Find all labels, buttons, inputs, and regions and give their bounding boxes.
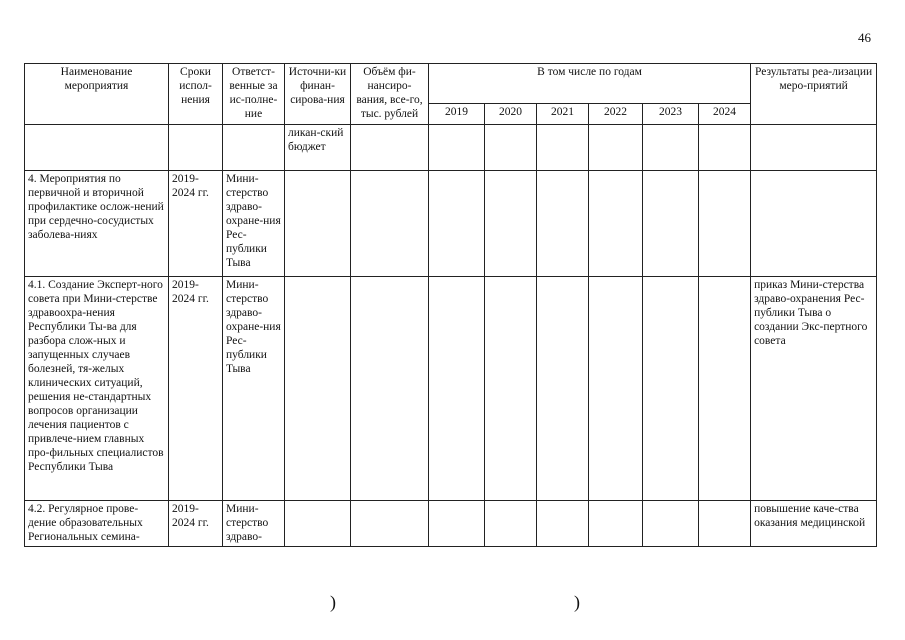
- row-source: [285, 171, 351, 277]
- row-result: [751, 125, 877, 171]
- row-source: ликан-ский бюджет: [285, 125, 351, 171]
- row-name: 4.1. Создание Эксперт-ного совета при Мини-стерстве здравоохра-нения Республики Ты-ва для разбора слож-ных и запущенных случаев болезней, тя-желых клинических ситуаций, решения не-стандартных вопросов организации лечения пациентов с привлече-нием главных про-фильных специалистов Республики Тыва: [25, 277, 169, 501]
- table-row: [25, 171, 877, 277]
- header-sources: Источни-ки финан-сирова-ния: [285, 64, 351, 125]
- row-responsible: Мини-стерство здраво-: [223, 501, 285, 547]
- row-name: [25, 125, 169, 171]
- row-result: приказ Мини-стерства здраво-охранения Рес-публики Тыва о создании Экс-пертного совета: [751, 277, 877, 501]
- header-row: [25, 64, 877, 104]
- year-2021: 2021: [537, 104, 589, 125]
- row-result: повышение каче-ства оказания медицинской: [751, 501, 877, 547]
- row-responsible: Мини-стерство здраво-охране-ния Рес-публики Тыва: [223, 277, 285, 501]
- row-terms: 2019-2024 гг.: [169, 501, 223, 547]
- row-name: 4.2. Регулярное прове-дение образовательных Региональных семина-: [25, 501, 169, 547]
- header-volume: Объём фи-нансиро-вания, все-го, тыс. рублей: [351, 64, 429, 125]
- row-source: [285, 501, 351, 547]
- row-name: 4. Мероприятия по первичной и вторичной профилактике ослож-нений при сердечно-сосудистых заболева-ниях: [25, 171, 169, 277]
- row-source: [285, 277, 351, 501]
- scan-mark-left: ): [330, 592, 336, 612]
- events-table: [24, 63, 877, 547]
- header-by-years: В том числе по годам: [429, 64, 751, 104]
- row-terms: 2019-2024 гг.: [169, 171, 223, 277]
- year-2022: 2022: [589, 104, 643, 125]
- header-results: Результаты реа-лизации меро-приятий: [751, 64, 877, 125]
- year-2023: 2023: [643, 104, 699, 125]
- page-number: 46: [858, 30, 871, 45]
- year-2019: 2019: [429, 104, 485, 125]
- row-terms: [169, 125, 223, 171]
- scan-mark-right: ): [574, 592, 580, 612]
- table-row: [25, 277, 877, 501]
- year-2020: 2020: [485, 104, 537, 125]
- row-result: [751, 171, 877, 277]
- year-2024: 2024: [699, 104, 751, 125]
- table-row: [25, 501, 877, 547]
- header-responsible: Ответст-венные за ис-полне-ние: [223, 64, 285, 125]
- row-responsible: [223, 125, 285, 171]
- row-terms: 2019-2024 гг.: [169, 277, 223, 501]
- table-row: [25, 125, 877, 171]
- row-responsible: Мини-стерство здраво-охране-ния Рес-публики Тыва: [223, 171, 285, 277]
- header-name: Наименование мероприятия: [25, 64, 169, 125]
- header-terms: Сроки испол-нения: [169, 64, 223, 125]
